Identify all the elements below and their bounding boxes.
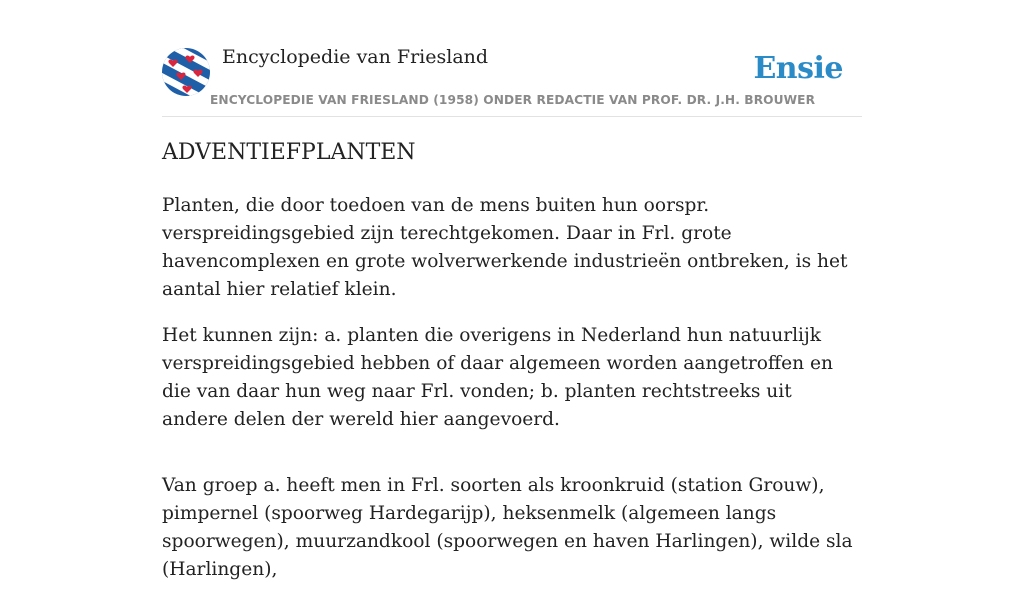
article-paragraph: Het kunnen zijn: a. planten die overigens in Nederland hun natuurlijk verspreidingsgebied hebben of daar algemeen worden aangetroffen en die van daar hun weg naar Frl. vonden; b. planten rechtstreeks uit andere delen der wereld hier aangevoerd. — [162, 325, 833, 430]
friesland-flag-icon[interactable] — [162, 48, 210, 96]
ensie-brand-link[interactable]: Ensie — [753, 51, 843, 86]
article-paragraph: Van groep a. heeft men in Frl. soorten als kroonkruid (station Grouw), pimpernel (spoorweg Hardegarijp), heksenmelk (algemeen langs spoorwegen), muurzandkool (spoorwegen en haven Harlingen), wilde sla (Harlingen), — [162, 475, 853, 580]
site-title-link[interactable]: Encyclopedie van Friesland — [222, 46, 489, 68]
article-paragraph: Planten, die door toedoen van de mens buiten hun oorspr. verspreidingsgebied zijn terechtgekomen. Daar in Frl. grote havencomplexen en grote wolverwerkende industrieën ontbreken, is het aantal hier relatief klein. — [162, 195, 848, 300]
article-title: ADVENTIEFPLANTEN — [162, 140, 416, 165]
page — [162, 0, 862, 580]
site-header — [162, 0, 862, 117]
article-body — [162, 192, 862, 602]
site-subtitle: ENCYCLOPEDIE VAN FRIESLAND (1958) ONDER REDACTIE VAN PROF. DR. J.H. BROUWER — [210, 93, 816, 107]
